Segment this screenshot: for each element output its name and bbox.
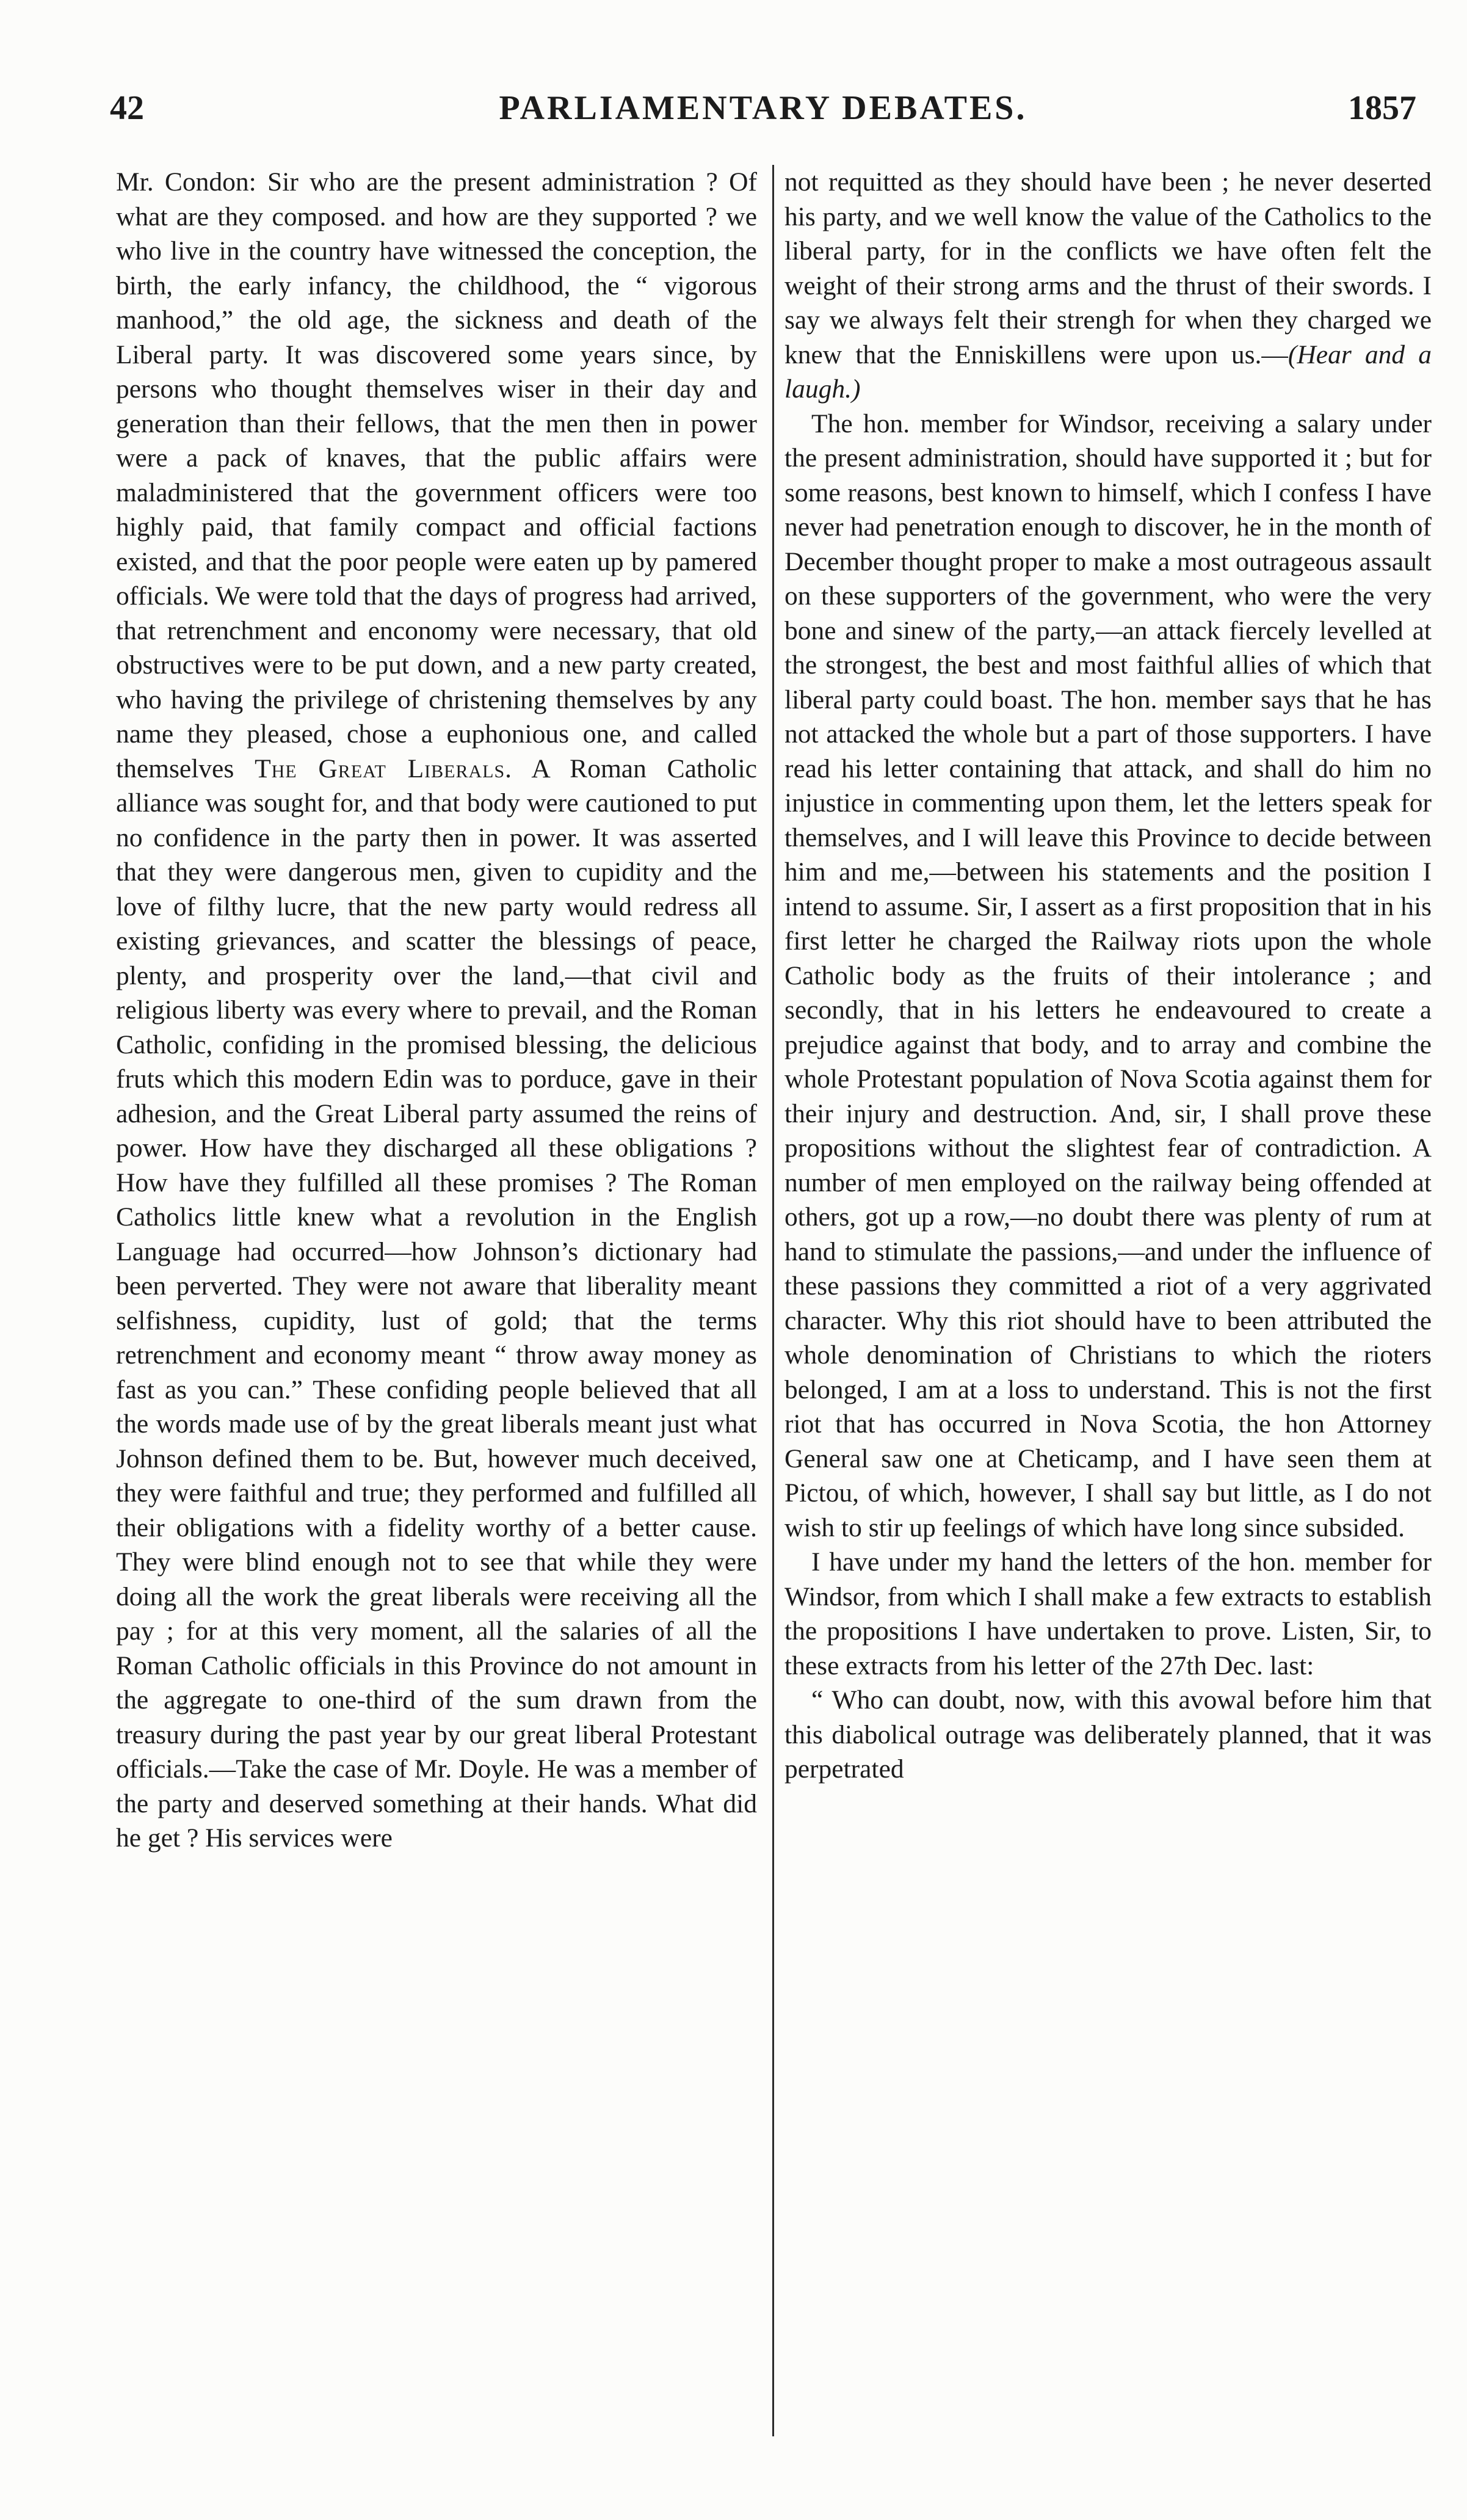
- right-paragraph-4-quote: “ Who can doubt, now, with this avowal before him that this diabolical outrage was deliberately planned, that it was perpetrated: [784, 1685, 1432, 1784]
- running-title: PARLIAMENTARY DEBATES.: [499, 89, 1027, 127]
- right-paragraph-2: The hon. member for Windsor, receiving a salary under the present administration, should have supported it ; but for some reasons, best known to himself, which I confess I have never had penetration enough to discover, he in the month of December thought proper to make a most outrageous assault on these supporters of the government, who were the very bone and sinew of the party,—an attack fiercely levelled at the strongest, the best and most faithful allies of which that liberal party could boast. The hon. member says that he has not attacked the whole but a part of those supporters. I have read his letter containing that attack, and shall do him no injustice in commenting upon them, let the letters speak for themselves, and I will leave this Province to decide between him and me,—between his statements and the position I intend to assume. Sir, I assert as a first proposition that in his first letter he charged the Railway riots upon the whole Catholic body as the fruits of their intolerance ; and secondly, that in his letters he endeavoured to create a prejudice against that body, and to array and combine the whole Protestant population of Nova Scotia against them for their injury and destruction. And, sir, I shall prove these propositions without the slightest fear of contradiction. A number of men employed on the railway being offended at others, got up a row,—no doubt there was plenty of rum at hand to stimulate the passions,—and under the influence of these passions they committed a riot of a very aggrivated character. Why this riot should have to been attributed the whole denomination of Christians to which the rioters belonged, I am at a loss to understand. This is not the first riot that has occurred in Nova Scotia, the hon Attorney General saw one at Cheticamp, and I have seen them at Pictou, of which, however, I shall say but little, as I do not wish to stir up feelings of which have long since subsided.: [784, 409, 1432, 1542]
- left-column: [116, 165, 757, 1856]
- page-header: [110, 82, 1416, 131]
- page-number: 42: [110, 89, 144, 127]
- column-divider: [772, 165, 774, 2436]
- year: 1857: [1348, 89, 1416, 127]
- right-paragraph-3: I have under my hand the letters of the hon. member for Windsor, from which I shall make a few extracts to establish the propositions I have undertaken to prove. Listen, Sir, to these extracts from his letter of the 27th Dec. last:: [784, 1547, 1432, 1680]
- left-paragraph-1-text: Mr. Condon: Sir who are the present administration ? Of what are they composed. and how are they supported ? we who live in the country have witnessed the conception, the birth, the early infancy, the childhood, the “ vigorous manhood,” the old age, the sickness and death of the Liberal party. It was discovered some years since, by persons who thought themselves wiser in their day and generation than their fellows, that the men then in power were a pack of knaves, that the public affairs were maladministered that the government officers were too highly paid, that family compact and official factions existed, and that the poor people were eaten up by pamered officials. We were told that the days of progress had arrived, that retrenchment and enconomy were necessary, that old obstructives were to be put down, and a new party created, who having the privilege of christening themselves by any name they pleased, chose a euphonious one, and called themselves: [116, 167, 757, 783]
- left-paragraph-1-continued: A Roman Catholic alliance was sought for, and that body were cautioned to put no confidence in the party then in power. It was asserted that they were dangerous men, given to cupidity and the love of filthy lucre, that the new party would redress all existing grievances, and scatter the blessings of peace, plenty, and prosperity over the land,—that civil and religious liberty was every where to prevail, and the Roman Catholic, confiding in the promised blessing, the delicious fruts which this modern Edin was to porduce, gave in their adhesion, and the Great Liberal party assumed the reins of power. How have they discharged all these obligations ? How have they fulfilled all these promises ? The Roman Catholics little knew what a revolution in the English Language had occurred—how Johnson’s dictionary had been perverted. They were not aware that liberality meant selfishness, cupidity, lust of gold; that the terms retrenchment and economy meant “ throw away money as fast as you can.” These confiding people believed that all the words made use of by the great liberals meant just what Johnson defined them to be. But, however much deceived, they were faithful and true; they performed and fulfilled all their obligations with a fidelity worthy of a better cause. They were blind enough not to see that while they were doing all the work the great liberals were receiving all the pay ; for at this very moment, all the salaries of all the Roman Catholic officials in this Province do not amount in the aggregate to one-third of the sum drawn from the treasury during the past year by our great liberal Protestant officials.—Take the case of Mr. Doyle. He was a member of the party and deserved something at their hands. What did he get ? His services were: [116, 753, 757, 1853]
- great-liberals-heading: The Great Liberals.: [255, 753, 513, 783]
- left-paragraph-1: [116, 165, 757, 1856]
- hear-and-laugh: (Hear and a laugh.): [784, 340, 1432, 404]
- right-paragraph-1: [784, 165, 1432, 407]
- right-paragraph-1-text: not requitted as they should have been ; he never deserted his party, and we well know the value of the Catholics to the liberal party, for in the conflicts we have often felt the weight of their strong arms and the thrust of their swords. I say we always felt their strengh for when they charged we knew that the Enniskillens were upon us.—: [784, 167, 1432, 369]
- right-column: [784, 165, 1432, 1787]
